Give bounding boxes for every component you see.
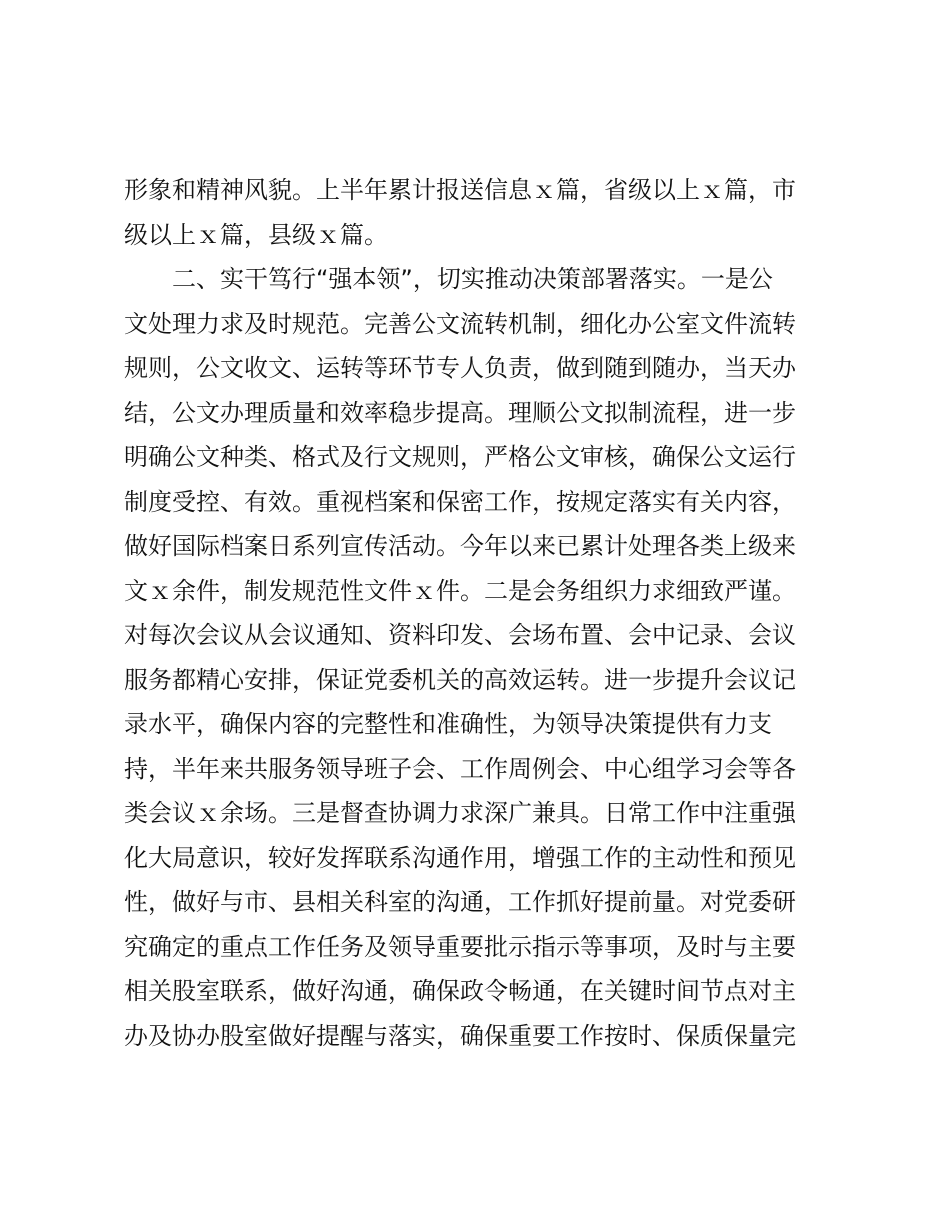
- text-line: 二、实干笃行“强本领”，切实推动决策部署落实。一是公: [124, 265, 773, 293]
- text-line: 办及协办股室做好提醒与落实，确保重要工作按时、保质保量完: [124, 1021, 796, 1050]
- text-line: 究确定的重点工作任务及领导重要批示指示等事项，及时与主要: [124, 932, 796, 961]
- text-line: 化大局意识，较好发挥联系沟通作用，增强工作的主动性和预见: [124, 843, 796, 872]
- text-line: 结，公文办理质量和效率稳步提高。理顺公文拟制流程，进一步: [124, 398, 796, 427]
- text-line: 文处理力求及时规范。完善公文流转机制，细化办公室文件流转: [124, 309, 796, 338]
- text-line: 性，做好与市、县相关科室的沟通，工作抓好提前量。对党委研: [124, 888, 796, 916]
- text-line: 服务都精心安排，保证党委机关的高效运转。进一步提升会议记: [124, 665, 796, 694]
- text-line: 级以上ｘ篇，县级ｘ篇。: [124, 220, 388, 249]
- text-line: 持，半年来共服务领导班子会、工作周例会、中心组学习会等各: [124, 754, 796, 783]
- text-line: 相关股室联系，做好沟通，确保政令畅通，在关键时间节点对主: [124, 977, 796, 1005]
- text-line: 类会议ｘ余场。三是督查协调力求深广兼具。日常工作中注重强: [124, 799, 796, 827]
- text-line: 规则，公文收文、运转等环节专人负责，做到随到随办，当天办: [124, 354, 796, 382]
- text-line: 文ｘ余件，制发规范性文件ｘ件。二是会务组织力求细致严谨。: [124, 576, 796, 605]
- text-line: 制度受控、有效。重视档案和保密工作，按规定落实有关内容，: [124, 487, 796, 516]
- text-line: 录水平，确保内容的完整性和准确性，为领导决策提供有力支: [124, 710, 772, 738]
- text-line: 对每次会议从会议通知、资料印发、会场布置、会中记录、会议: [124, 621, 796, 649]
- text-line: 形象和精神风貌。上半年累计报送信息ｘ篇，省级以上ｘ篇，市: [124, 176, 796, 204]
- text-line: 做好国际档案日系列宣传活动。今年以来已累计处理各类上级来: [124, 532, 796, 560]
- body-text: [124, 168, 824, 1058]
- text-line: 明确公文种类、格式及行文规则，严格公文审核，确保公文运行: [124, 443, 796, 471]
